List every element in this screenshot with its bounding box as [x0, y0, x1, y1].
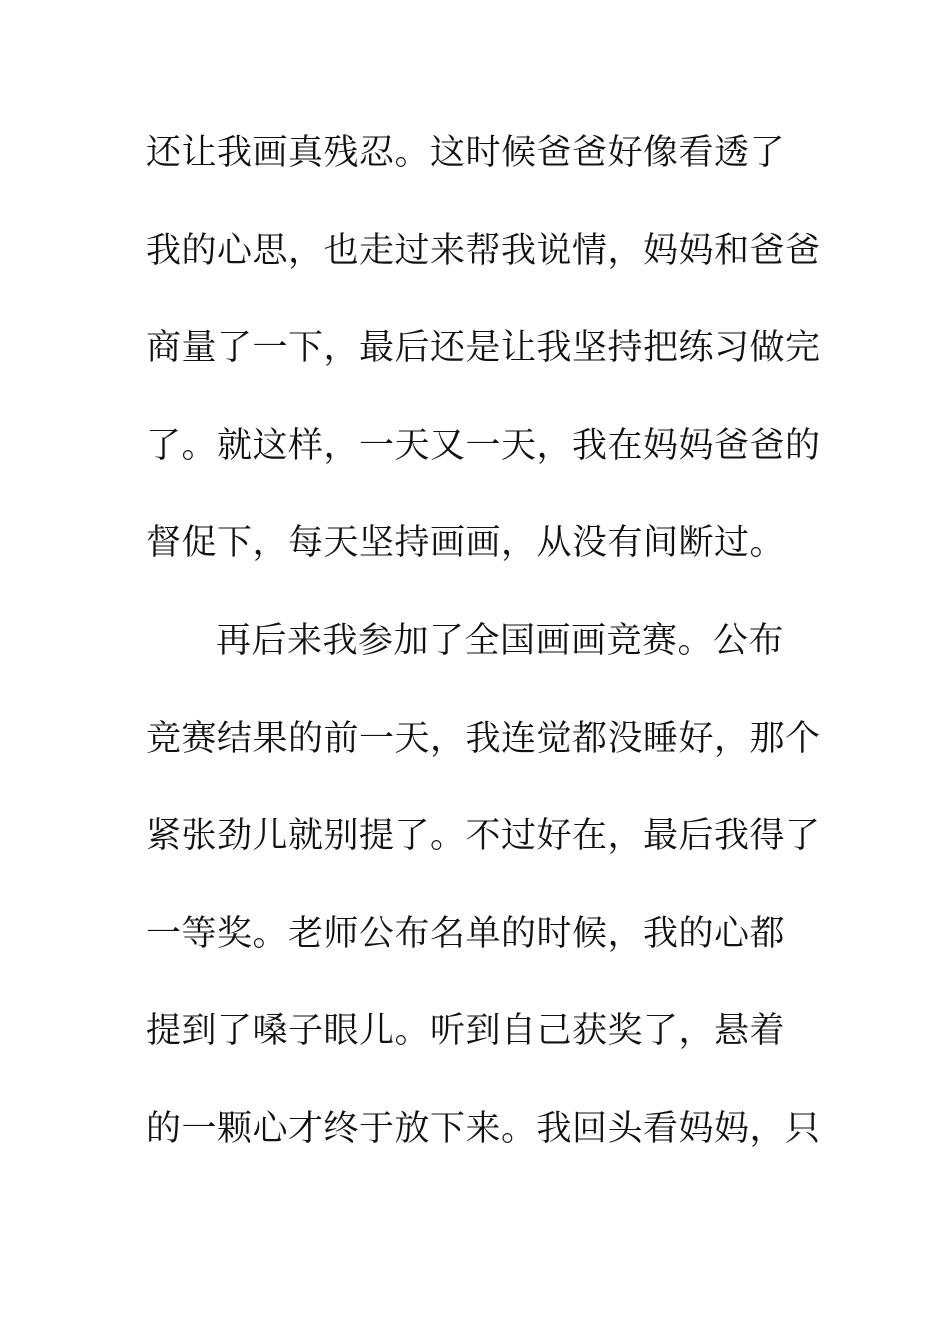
text-line: 了。就这样，一天又一天，我在妈妈爸爸的 — [146, 425, 821, 466]
text-line: 的一颗心才终于放下来。我回头看妈妈，只 — [146, 1108, 821, 1149]
text-line: 我的心思，也走过来帮我说情，妈妈和爸爸 — [146, 230, 821, 271]
text-line: 一等奖。老师公布名单的时候，我的心都 — [146, 913, 786, 954]
text-line: 竞赛结果的前一天，我连觉都没睡好，那个 — [146, 718, 821, 759]
text-line: 商量了一下，最后还是让我坚持把练习做完 — [146, 328, 821, 369]
text-line: 督促下，每天坚持画画，从没有间断过。 — [146, 523, 786, 564]
text-line: 还让我画真残忍。这时候爸爸好像看透了 — [146, 133, 786, 173]
essay-text — [146, 122, 821, 1196]
paragraph-start-line: 再后来我参加了全国画画竞赛。公布 — [216, 620, 785, 661]
text-line: 紧张劲儿就别提了。不过好在，最后我得了 — [146, 816, 821, 857]
text-line: 提到了嗓子眼儿。听到自己获奖了，悬着 — [146, 1011, 786, 1052]
